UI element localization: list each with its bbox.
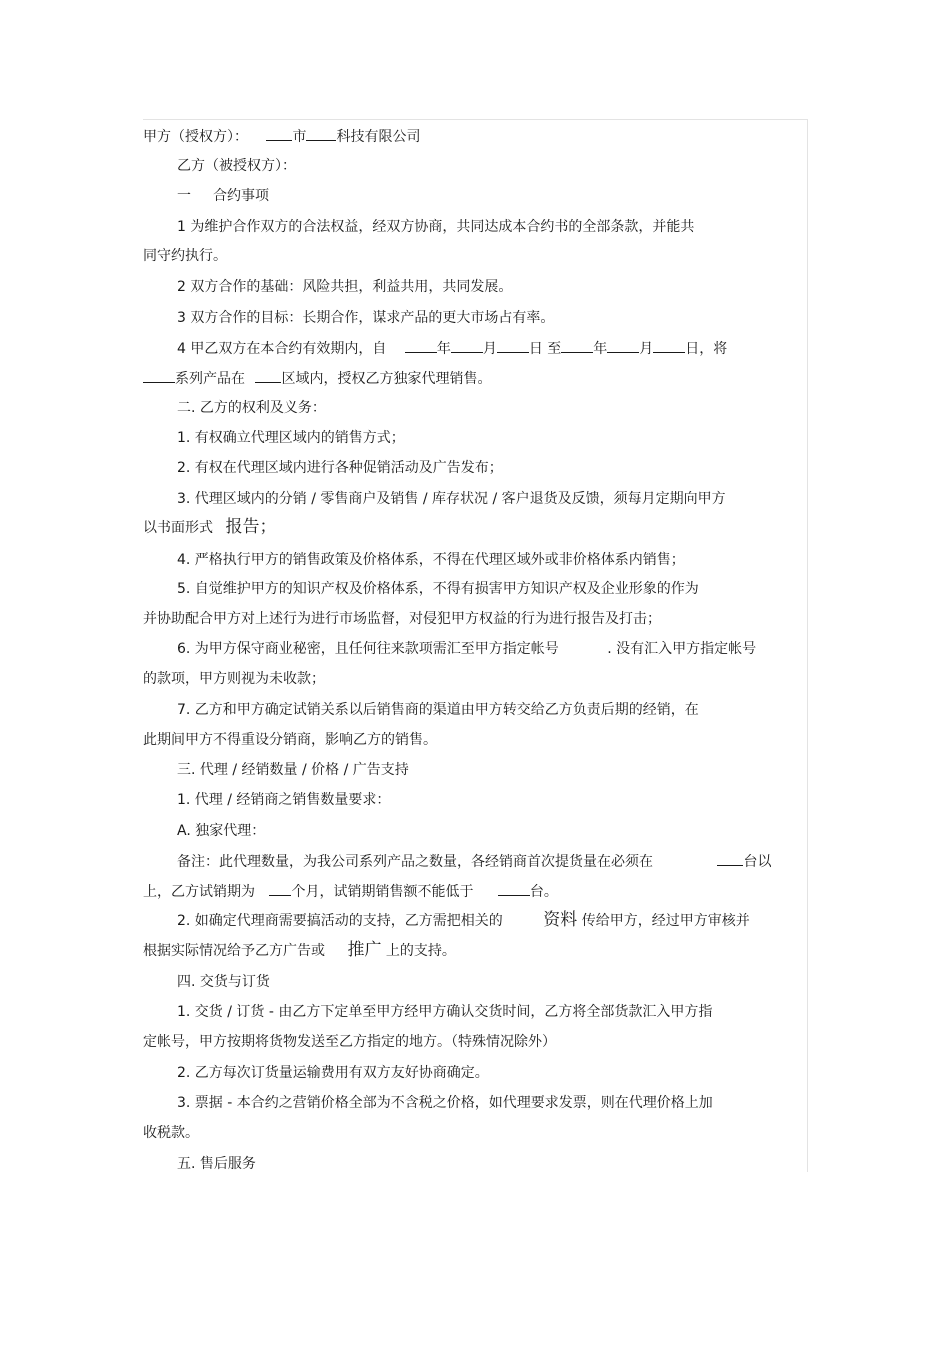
clause-2-1: 1. 有权确立代理区域内的销售方式； [177, 430, 405, 446]
clause-2-3: 3. 代理区域内的分销 / 零售商户及销售 / 库存状况 / 客户退货及反馈，须每月定期向甲方 [177, 491, 726, 507]
start-day-blank [497, 339, 529, 353]
clause-3-1: 1. 代理 / 经销商之销售数量要求： [177, 792, 391, 808]
product-series-blank [143, 369, 175, 383]
region-label: 区域内，授权乙方独家代理销售。 [281, 371, 492, 387]
city-suffix: 市 [292, 129, 307, 145]
party-a-line [143, 127, 420, 146]
clause-1-2: 2 双方合作的基础：风险共担，利益共用，共同发展。 [177, 279, 513, 295]
clause-3-2-materials: 资料 [543, 910, 578, 930]
company-suffix: 科技有限公司 [336, 129, 421, 145]
start-year-label: 年 [436, 341, 451, 357]
start-day-label: 日 至 [528, 341, 562, 357]
clause-3-2-text-2: 传给甲方，经过甲方审核并 [581, 913, 750, 929]
end-year-label: 年 [593, 341, 608, 357]
section-1-title: 合约事项 [213, 188, 269, 204]
clause-2-6-cont: 的款项，甲方则视为未收款； [143, 671, 325, 687]
clause-3-2-text: 2. 如确定代理商需要搞活动的支持，乙方需把相关的 [177, 913, 503, 929]
clause-3-note-cont [143, 882, 558, 901]
end-day-blank [653, 339, 685, 353]
clause-3-2 [177, 911, 750, 930]
clause-2-6-text: 6. 为甲方保守商业秘密，且任何往来款项需汇至甲方指定帐号 [177, 641, 559, 657]
clause-4-3: 3. 票据 - 本合约之营销价格全部为不含税之价格，如代理要求发票，则在代理价格上加 [177, 1095, 713, 1111]
end-day-label: 日，将 [685, 341, 728, 357]
clause-2-3-cont-text: 以书面形式 [143, 520, 213, 536]
section-4-heading: 四. 交货与订货 [177, 974, 270, 990]
clause-1-4-cont [143, 369, 491, 388]
clause-2-6 [177, 640, 756, 658]
city-blank [266, 127, 292, 141]
clause-3-2-cont-text-2: 上的支持。 [385, 943, 456, 959]
trial-period-label: 上，乙方试销期为 [143, 884, 255, 900]
clause-4-2: 2. 乙方每次订货量运输费用有双方友好协商确定。 [177, 1065, 489, 1081]
clause-2-5: 5. 自觉维护甲方的知识产权及价格体系，不得有损害甲方知识产权及企业形象的作为 [177, 581, 699, 597]
trial-min-qty-label: 台。 [529, 884, 558, 900]
first-order-qty-blank [717, 852, 743, 866]
clause-2-2: 2. 有权在代理区域内进行各种促销活动及广告发布； [177, 460, 503, 476]
clause-4-3-cont: 收税款。 [143, 1125, 199, 1141]
region-blank [255, 369, 281, 383]
trial-min-sales-label: 个月，试销期销售额不能低于 [291, 884, 474, 900]
clause-1-1: 1 为维护合作双方的合法权益，经双方协商，共同达成本合约书的全部条款，并能共 [177, 219, 695, 235]
first-order-qty-label: 台以 [743, 854, 772, 870]
end-month-blank [607, 339, 639, 353]
clause-2-7-cont: 此期间甲方不得重设分销商，影响乙方的销售。 [143, 732, 437, 748]
section-2-heading: 二. 乙方的权利及义务： [177, 400, 326, 416]
product-series-label: 系列产品在 [175, 371, 245, 387]
clause-2-7: 7. 乙方和甲方确定试销关系以后销售商的渠道由甲方转交给乙方负责后期的经销，在 [177, 702, 699, 718]
clause-2-6-text-2: . 没有汇入甲方指定帐号 [607, 641, 757, 657]
clause-1-4-text: 4 甲乙双方在本合约有效期内，自 [177, 341, 387, 357]
clause-1-4 [177, 339, 727, 358]
clause-3-2-promotion: 推广 [347, 940, 382, 960]
clause-3-note [177, 852, 771, 871]
clause-2-3-cont [143, 518, 276, 537]
clause-3-note-text: 备注：此代理数量，为我公司系列产品之数量，各经销商首次提货量在必须在 [177, 854, 653, 870]
clause-3-1-a: A. 独家代理： [177, 823, 266, 839]
clause-3-2-cont-text: 根据实际情况给予乙方广告或 [143, 943, 325, 959]
section-3-heading: 三. 代理 / 经销数量 / 价格 / 广告支持 [177, 762, 409, 778]
start-month-label: 月 [482, 341, 497, 357]
clause-2-4: 4. 严格执行甲方的销售政策及价格体系，不得在代理区域外或非价格体系内销售； [177, 552, 685, 568]
clause-1-3: 3 双方合作的目标：长期合作，谋求产品的更大市场占有率。 [177, 310, 555, 326]
clause-1-1-cont: 同守约执行。 [143, 248, 227, 264]
section-5-heading: 五. 售后服务 [177, 1156, 256, 1172]
end-year-blank [561, 339, 593, 353]
trial-min-qty-blank [498, 882, 530, 896]
end-month-label: 月 [639, 341, 654, 357]
clause-3-2-cont [143, 941, 456, 960]
party-a-label: 甲方（授权方）： [143, 129, 248, 145]
start-year-blank [405, 339, 437, 353]
party-b-line: 乙方（被授权方）： [177, 158, 296, 174]
trial-months-blank [269, 882, 291, 896]
section-1-heading [177, 187, 269, 205]
clause-4-1-cont: 定帐号，甲方按期将货物发送至乙方指定的地方。（特殊情况除外） [143, 1034, 556, 1050]
company-blank [306, 127, 336, 141]
clause-2-3-report: 报告； [225, 517, 277, 537]
clause-4-1: 1. 交货 / 订货 - 由乙方下定单至甲方经甲方确认交货时间，乙方将全部货款汇入甲方指 [177, 1004, 713, 1020]
start-month-blank [451, 339, 483, 353]
clause-2-5-cont: 并协助配合甲方对上述行为进行市场监督，对侵犯甲方权益的行为进行报告及打击； [143, 611, 661, 627]
section-1-number: 一 [177, 188, 191, 204]
